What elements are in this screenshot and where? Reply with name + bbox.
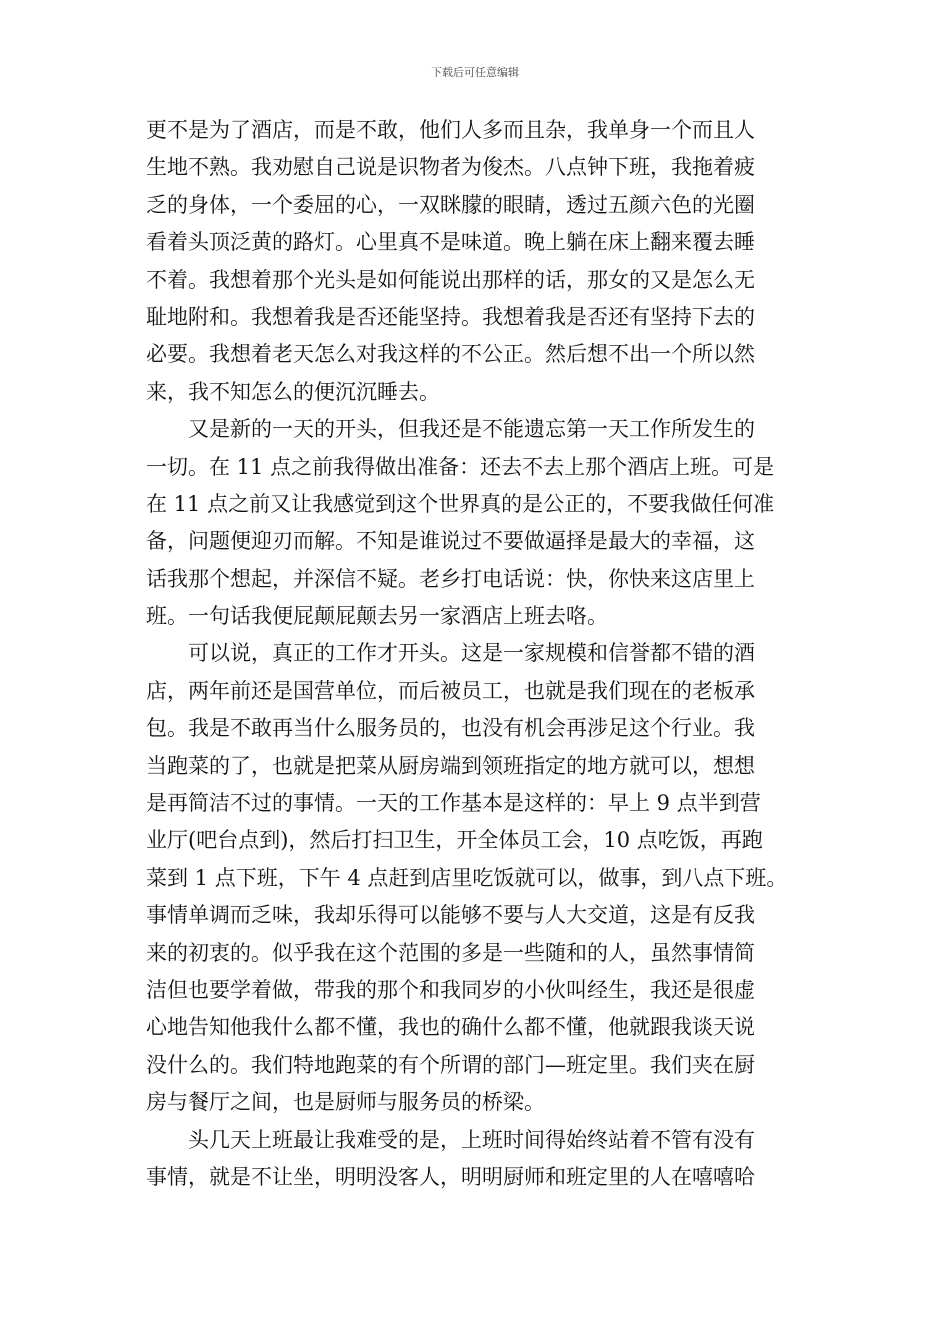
text-line: 话我那个想起，并深信不疑。老乡打电话说：快，你快来这店里上 bbox=[146, 566, 755, 591]
text-line: 业厅(吧台点到)，然后打扫卫生，开全体员工会，10 点吃饭，再跑 bbox=[146, 828, 763, 853]
text-line: 又是新的一天的开头，但我还是不能遗忘第一天工作所发生的 bbox=[146, 417, 755, 442]
text-line: 乏的身体，一个委屈的心，一双眯朦的眼睛，透过五颜六色的光圈 bbox=[146, 192, 755, 217]
text-line: 房与餐厅之间，也是厨师与服务员的桥梁。 bbox=[146, 1090, 545, 1115]
text-line: 包。我是不敢再当什么服务员的，也没有机会再涉足这个行业。我 bbox=[146, 716, 755, 741]
text-line: 洁但也要学着做，带我的那个和我同岁的小伙叫经生，我还是很虚 bbox=[146, 977, 755, 1002]
body-text bbox=[146, 112, 818, 1196]
text-line: 备，问题便迎刃而解。不知是谁说过不要做逼择是最大的幸福，这 bbox=[146, 529, 755, 554]
text-line: 当跑菜的了，也就是把菜从厨房端到领班指定的地方就可以，想想 bbox=[146, 753, 755, 778]
text-line: 耻地附和。我想着我是否还能坚持。我想着我是否还有坚持下去的 bbox=[146, 304, 755, 329]
text-line: 看着头顶泛黄的路灯。心里真不是味道。晚上躺在床上翻来覆去睡 bbox=[146, 230, 755, 255]
text-line: 更不是为了酒店，而是不敢，他们人多而且杂，我单身一个而且人 bbox=[146, 118, 755, 142]
text-line: 班。一句话我便屁颠屁颠去另一家酒店上班去咯。 bbox=[146, 604, 608, 629]
text-line: 可以说，真正的工作才开头。这是一家规模和信誉都不错的酒 bbox=[146, 641, 755, 666]
text-line: 一切。在 11 点之前我得做出准备：还去不去上那个酒店上班。可是 bbox=[146, 454, 775, 479]
text-line: 心地告知他我什么都不懂，我也的确什么都不懂，他就跟我谈天说 bbox=[146, 1015, 755, 1040]
text-line: 在 11 点之前又让我感觉到这个世界真的是公正的，不要我做任何准 bbox=[146, 491, 775, 516]
text-line: 生地不熟。我劝慰自己说是识物者为俊杰。八点钟下班，我拖着疲 bbox=[146, 155, 755, 180]
text-line: 不着。我想着那个光头是如何能说出那样的话，那女的又是怎么无 bbox=[146, 267, 755, 292]
text-line: 来的初衷的。似乎我在这个范围的多是一些随和的人，虽然事情简 bbox=[146, 940, 755, 965]
text-line: 菜到 1 点下班，下午 4 点赶到店里吃饭就可以，做事，到八点下班。 bbox=[146, 865, 788, 890]
text-line: 是再简洁不过的事情。一天的工作基本是这样的：早上 9 点半到营 bbox=[146, 791, 761, 816]
text-line: 头几天上班最让我难受的是，上班时间得始终站着不管有没有 bbox=[146, 1127, 755, 1152]
text-line: 必要。我想着老天怎么对我这样的不公正。然后想不出一个所以然 bbox=[146, 342, 755, 367]
text-line: 事情单调而乏味，我却乐得可以能够不要与人大交道，这是有反我 bbox=[146, 903, 755, 928]
page-header: 下载后可任意编辑 bbox=[431, 66, 519, 79]
text-line: 来，我不知怎么的便沉沉睡去。 bbox=[146, 379, 440, 404]
text-line: 店，两年前还是国营单位，而后被员工，也就是我们现在的老板承 bbox=[146, 678, 755, 703]
text-line: 事情，就是不让坐，明明没客人，明明厨师和班定里的人在嘻嘻哈 bbox=[146, 1164, 755, 1189]
text-line: 没什么的。我们特地跑菜的有个所谓的部门—班定里。我们夹在厨 bbox=[146, 1052, 755, 1077]
